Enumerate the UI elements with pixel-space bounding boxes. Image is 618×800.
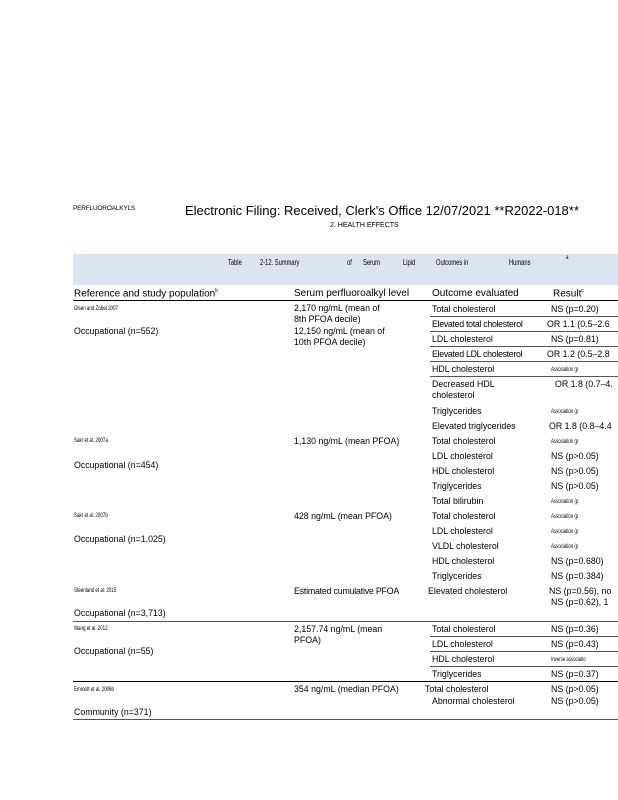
outcome: Decreased HDL [432,379,495,389]
outcome: Abnormal cholesterol [432,696,515,706]
table-title-word: Lipid [403,258,416,267]
section-label: PERFLUOROALKYLS [73,205,136,212]
serum-level: 354 ng/mL (median PFOA) [294,684,399,694]
outcome: HDL cholesterol [432,466,495,476]
col-header-reference: Reference and study population$^b$ [74,288,218,300]
table-title-word: Table [228,258,242,267]
result: NS (p=0.81) [551,334,599,344]
col-header-outcome: Outcome evaluated [432,288,519,299]
row-rule [430,316,618,317]
result: NS (p=0.20) [551,304,599,314]
table-title-word: of [347,258,352,267]
result: Inverse associatio [551,656,586,663]
outcome: Triglycerides [432,481,482,491]
result: NS (p=0.56), no [549,586,612,596]
result: NS (p=0.680) [551,556,604,566]
serum-level: 2,170 ng/mL (mean of [294,303,380,313]
result: Association (p [551,366,579,373]
table-title-band [73,254,618,285]
study-population: Occupational (n=552) [74,326,159,336]
result: Association (p [551,498,579,505]
serum-level: PFOA) [294,635,321,645]
study-reference: Olsen and Zobel 2007 [74,305,119,312]
row-rule [430,666,618,667]
study-reference: Sakr et al. 2007a [74,437,108,444]
result: NS (p>0.05) [551,481,599,491]
outcome: LDL cholesterol [432,639,493,649]
result: Association (p [551,543,579,550]
result: NS (p>0.05) [551,684,599,694]
outcome: Total cholesterol [432,436,496,446]
outcome: HDL cholesterol [432,654,495,664]
outcome: Total bilirubin [432,496,484,506]
table-title-word: Humans [509,258,531,267]
study-population: Occupational (n=1,025) [74,534,166,544]
row-rule [430,636,618,637]
outcome: LDL cholesterol [432,451,493,461]
result: Association (p [551,528,579,535]
table-title-word: Serum [363,258,380,267]
row-rule [430,346,618,347]
result: NS (p>0.05) [551,696,599,706]
study-population: Occupational (n=454) [74,460,159,470]
study-reference: Steenland et al. 2015 [74,587,117,594]
outcome: Total cholesterol [432,511,496,521]
outcome: VLDL cholesterol [432,541,499,551]
row-rule [430,376,618,377]
section-heading: 2. HEALTH EFFECTS [330,222,399,229]
result: NS (p=0.37) [551,669,599,679]
outcome: Elevated LDL cholesterol [432,349,523,359]
outcome: Elevated total cholesterol [432,319,523,329]
study-population: Occupational (n=55) [74,646,154,656]
outcome: LDL cholesterol [432,526,493,536]
row-rule [430,651,618,652]
result: OR 1.2 (0.5–2.8 [547,349,610,359]
serum-level: 2,157.74 ng/mL (mean [294,624,383,634]
table-title-footnote: a [566,255,569,261]
header-rule [73,300,618,301]
study-reference: Wang et al. 2012 [74,625,108,632]
result: Association (p [551,438,579,445]
row-rule [73,621,618,622]
result: Association (p [551,408,579,415]
outcome: Elevated cholesterol [428,586,508,596]
outcome: HDL cholesterol [432,364,495,374]
outcome: Elevated triglycerides [432,421,516,431]
result: NS (p=0.36) [551,624,599,634]
outcome: Total cholesterol [432,304,496,314]
row-rule [430,361,618,362]
outcome: Triglycerides [432,406,482,416]
result: NS (p=0.62), 1 [551,597,609,607]
row-rule [73,719,618,720]
result: NS (p=0.384) [551,571,604,581]
outcome: Total cholesterol [425,684,489,694]
result: NS (p>0.05) [551,466,599,476]
study-reference: Sakr et al. 2007b [74,512,108,519]
serum-level: 428 ng/mL (mean PFOA) [294,511,392,521]
col-header-result: Result$^c$ [553,288,584,300]
section-rule [73,681,618,682]
study-population: Occupational (n=3,713) [74,608,166,618]
outcome: LDL cholesterol [432,334,493,344]
outcome: Triglycerides [432,669,482,679]
table-title-word: 2-12. Summary [260,258,300,267]
outcome: Total cholesterol [432,624,496,634]
outcome: HDL cholesterol [432,556,495,566]
table-title-word: Outcomes in [436,258,469,267]
serum-level: 10th PFOA decile) [294,337,366,347]
study-population: Community (n=371) [74,707,152,717]
result: NS (p>0.05) [551,451,599,461]
result: OR 1.1 (0.5–2.6 [547,319,610,329]
serum-level: 12,150 ng/mL (mean of [294,326,385,336]
col-header-serum: Serum perfluoroalkyl level [294,288,410,299]
serum-level: 8th PFOA decile) [294,314,361,324]
serum-level: 1,130 ng/mL (mean PFOA) [294,436,400,446]
outcome: cholesterol [432,390,475,400]
outcome: Triglycerides [432,571,482,581]
serum-level: Estimated cumulative PFOA [294,586,399,596]
result: OR 1.8 (0.8–4.4 [549,421,612,431]
study-reference: Emmett et al. 2006b [74,686,115,693]
result: Association (p [551,513,579,520]
row-rule [430,331,618,332]
result: OR 1.8 (0.7–4. [555,379,613,389]
filing-stamp: Electronic Filing: Received, Clerk's Office 12/07/2021 **R2022-018** [185,203,579,218]
result: NS (p=0.43) [551,639,599,649]
